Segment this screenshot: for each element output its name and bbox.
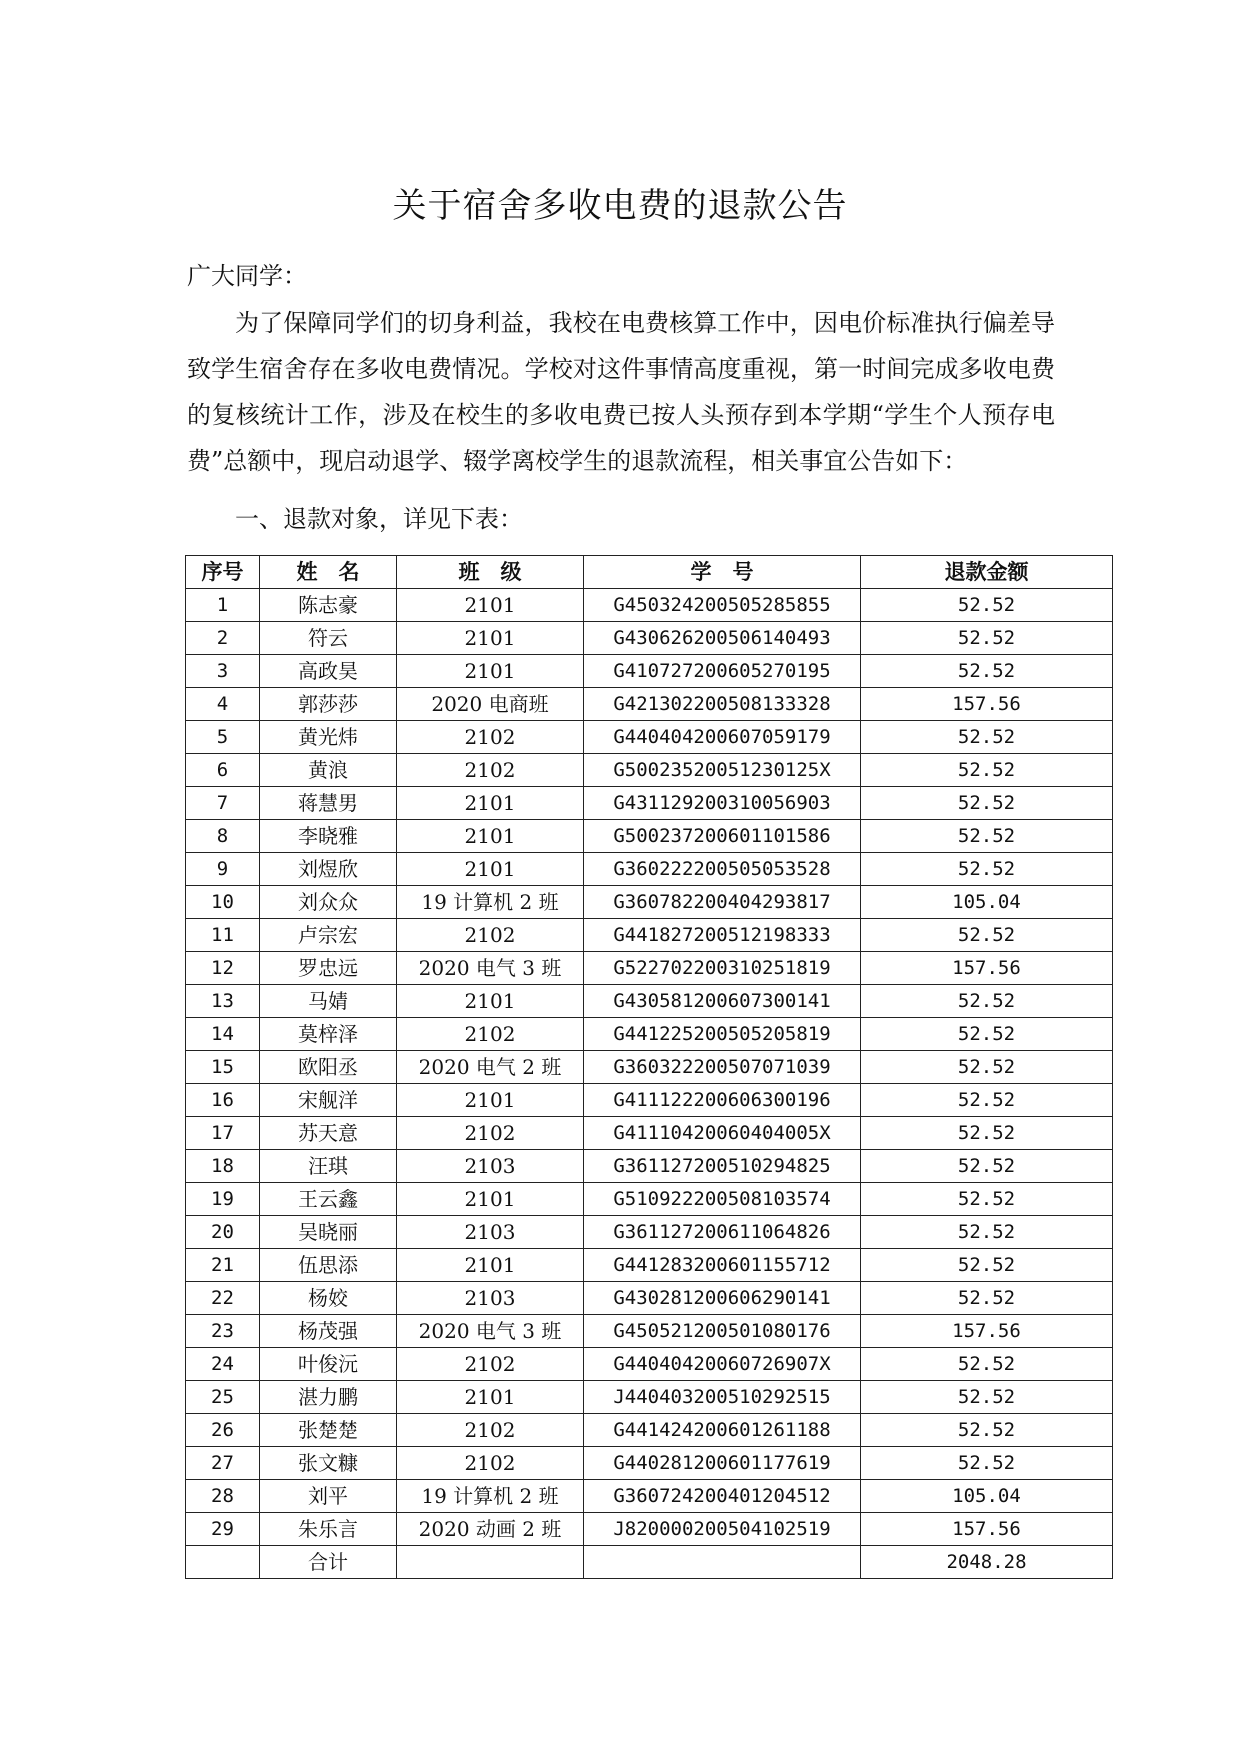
- student-id: G430626200506140493: [584, 622, 861, 655]
- student-id: J440403200510292515: [584, 1381, 861, 1414]
- body-paragraph: 为了保障同学们的切身利益，我校在电费核算工作中，因电价标准执行偏差导致学生宿舍存在多收电费情况。学校对这件事情高度重视，第一时间完成多收电费的复核统计工作，涉及在校生的多收电费已按人头预存到本学期“学生个人预存电费”总额中，现启动退学、辍学离校学生的退款流程，相关事宜公告如下：: [187, 309, 1055, 475]
- student-name: 朱乐言: [260, 1513, 397, 1546]
- table-row: [186, 1282, 1113, 1315]
- table-row: [186, 1513, 1113, 1546]
- student-id: G441827200512198333: [584, 919, 861, 952]
- row-index: 10: [186, 886, 260, 919]
- table-row: [186, 1447, 1113, 1480]
- student-name: 王云鑫: [260, 1183, 397, 1216]
- class-name: 2103: [397, 1150, 584, 1183]
- row-index: 23: [186, 1315, 260, 1348]
- student-name: 卢宗宏: [260, 919, 397, 952]
- document-title: 关于宿舍多收电费的退款公告: [392, 186, 848, 226]
- student-name: 陈志豪: [260, 589, 397, 622]
- row-index: 20: [186, 1216, 260, 1249]
- class-name: 2102: [397, 1447, 584, 1480]
- class-name: 2020 电气 3 班: [397, 952, 584, 985]
- table-row: [186, 622, 1113, 655]
- header-refund-amount: 退款金额: [861, 556, 1113, 589]
- class-name: 2102: [397, 754, 584, 787]
- student-id: G360782200404293817: [584, 886, 861, 919]
- table-row: [186, 886, 1113, 919]
- student-id: G431129200310056903: [584, 787, 861, 820]
- table-row: [186, 820, 1113, 853]
- section-heading: 一、退款对象，详见下表：: [235, 505, 523, 533]
- row-index: 7: [186, 787, 260, 820]
- student-id: G441283200601155712: [584, 1249, 861, 1282]
- student-id: G440281200601177619: [584, 1447, 861, 1480]
- student-id: G522702200310251819: [584, 952, 861, 985]
- refund-amount: 105.04: [861, 886, 1113, 919]
- student-id: G510922200508103574: [584, 1183, 861, 1216]
- student-name: 张楚楚: [260, 1414, 397, 1447]
- header-student-id: 学 号: [584, 556, 861, 589]
- refund-amount: 52.52: [861, 754, 1113, 787]
- table-row: [186, 787, 1113, 820]
- header-index: 序号: [186, 556, 260, 589]
- student-id: G360322200507071039: [584, 1051, 861, 1084]
- row-index: 1: [186, 589, 260, 622]
- table-row: [186, 1381, 1113, 1414]
- student-name: 汪琪: [260, 1150, 397, 1183]
- refund-amount: 52.52: [861, 1150, 1113, 1183]
- table-row: [186, 721, 1113, 754]
- table-row: [186, 1051, 1113, 1084]
- row-index: 24: [186, 1348, 260, 1381]
- refund-amount: 157.56: [861, 1315, 1113, 1348]
- class-name: 2102: [397, 1018, 584, 1051]
- student-name: 符云: [260, 622, 397, 655]
- student-name: 伍思添: [260, 1249, 397, 1282]
- total-class-cell: [397, 1546, 584, 1579]
- row-index: 27: [186, 1447, 260, 1480]
- student-id: G421302200508133328: [584, 688, 861, 721]
- refund-amount: 52.52: [861, 919, 1113, 952]
- table-row: [186, 1216, 1113, 1249]
- total-id-cell: [584, 1546, 861, 1579]
- table-row: [186, 853, 1113, 886]
- student-name: 马婧: [260, 985, 397, 1018]
- student-id: G500237200601101586: [584, 820, 861, 853]
- row-index: 13: [186, 985, 260, 1018]
- student-id: G430581200607300141: [584, 985, 861, 1018]
- student-name: 杨茂强: [260, 1315, 397, 1348]
- table-body: [186, 589, 1113, 1546]
- refund-amount: 157.56: [861, 688, 1113, 721]
- refund-amount: 52.52: [861, 1183, 1113, 1216]
- refund-amount: 52.52: [861, 787, 1113, 820]
- student-id: J820000200504102519: [584, 1513, 861, 1546]
- refund-amount: 52.52: [861, 820, 1113, 853]
- student-name: 黄浪: [260, 754, 397, 787]
- table-row: [186, 1183, 1113, 1216]
- class-name: 2103: [397, 1216, 584, 1249]
- refund-amount: 52.52: [861, 655, 1113, 688]
- header-class: 班 级: [397, 556, 584, 589]
- student-name: 莫梓泽: [260, 1018, 397, 1051]
- class-name: 2101: [397, 985, 584, 1018]
- student-id: G360724200401204512: [584, 1480, 861, 1513]
- class-name: 2101: [397, 787, 584, 820]
- student-id: G410727200605270195: [584, 655, 861, 688]
- student-id: G441424200601261188: [584, 1414, 861, 1447]
- refund-amount: 157.56: [861, 952, 1113, 985]
- total-label: 合计: [260, 1546, 397, 1579]
- class-name: 2101: [397, 1084, 584, 1117]
- row-index: 9: [186, 853, 260, 886]
- table-row: [186, 1315, 1113, 1348]
- row-index: 18: [186, 1150, 260, 1183]
- refund-amount: 52.52: [861, 853, 1113, 886]
- refund-amount: 52.52: [861, 1249, 1113, 1282]
- table-row: [186, 919, 1113, 952]
- class-name: 2020 电气 3 班: [397, 1315, 584, 1348]
- student-name: 欧阳丞: [260, 1051, 397, 1084]
- table-row: [186, 985, 1113, 1018]
- class-name: 2020 电气 2 班: [397, 1051, 584, 1084]
- student-name: 黄光炜: [260, 721, 397, 754]
- class-name: 2101: [397, 853, 584, 886]
- refund-amount: 52.52: [861, 1381, 1113, 1414]
- total-value: 2048.28: [861, 1546, 1113, 1579]
- refund-amount: 52.52: [861, 589, 1113, 622]
- student-name: 叶俊沅: [260, 1348, 397, 1381]
- student-name: 刘煜欣: [260, 853, 397, 886]
- row-index: 4: [186, 688, 260, 721]
- student-id: G50023520051230125X: [584, 754, 861, 787]
- table-row: [186, 688, 1113, 721]
- row-index: 29: [186, 1513, 260, 1546]
- refund-amount: 52.52: [861, 1117, 1113, 1150]
- total-row: [186, 1546, 1113, 1579]
- refund-amount: 52.52: [861, 985, 1113, 1018]
- student-name: 湛力鹏: [260, 1381, 397, 1414]
- student-name: 郭莎莎: [260, 688, 397, 721]
- student-id: G411122200606300196: [584, 1084, 861, 1117]
- class-name: 2020 电商班: [397, 688, 584, 721]
- table-row: [186, 1348, 1113, 1381]
- table-row: [186, 952, 1113, 985]
- row-index: 8: [186, 820, 260, 853]
- student-id: G41110420060404005X: [584, 1117, 861, 1150]
- student-id: G44040420060726907X: [584, 1348, 861, 1381]
- class-name: 19 计算机 2 班: [397, 886, 584, 919]
- row-index: 11: [186, 919, 260, 952]
- student-id: G441225200505205819: [584, 1018, 861, 1051]
- table-row: [186, 1150, 1113, 1183]
- refund-amount: 52.52: [861, 721, 1113, 754]
- refund-amount: 52.52: [861, 622, 1113, 655]
- class-name: 2102: [397, 1348, 584, 1381]
- row-index: 16: [186, 1084, 260, 1117]
- row-index: 14: [186, 1018, 260, 1051]
- row-index: 19: [186, 1183, 260, 1216]
- row-index: 3: [186, 655, 260, 688]
- refund-amount: 157.56: [861, 1513, 1113, 1546]
- student-name: 蒋慧男: [260, 787, 397, 820]
- student-name: 罗忠远: [260, 952, 397, 985]
- student-name: 李晓雅: [260, 820, 397, 853]
- row-index: 26: [186, 1414, 260, 1447]
- refund-amount: 52.52: [861, 1348, 1113, 1381]
- table-row: [186, 1480, 1113, 1513]
- row-index: 17: [186, 1117, 260, 1150]
- row-index: 28: [186, 1480, 260, 1513]
- class-name: 2102: [397, 1414, 584, 1447]
- student-id: G450324200505285855: [584, 589, 861, 622]
- student-id: G361127200510294825: [584, 1150, 861, 1183]
- refund-table: [185, 555, 1113, 1579]
- student-id: G361127200611064826: [584, 1216, 861, 1249]
- class-name: 2101: [397, 622, 584, 655]
- class-name: 2101: [397, 1249, 584, 1282]
- student-name: 吴晓丽: [260, 1216, 397, 1249]
- student-name: 高政昊: [260, 655, 397, 688]
- row-index: 21: [186, 1249, 260, 1282]
- table-row: [186, 1117, 1113, 1150]
- row-index: 5: [186, 721, 260, 754]
- class-name: 2101: [397, 1381, 584, 1414]
- class-name: 2101: [397, 820, 584, 853]
- student-name: 刘众众: [260, 886, 397, 919]
- refund-amount: 52.52: [861, 1216, 1113, 1249]
- row-index: 12: [186, 952, 260, 985]
- class-name: 2020 动画 2 班: [397, 1513, 584, 1546]
- student-id: G360222200505053528: [584, 853, 861, 886]
- table-row: [186, 589, 1113, 622]
- table-row: [186, 1018, 1113, 1051]
- student-name: 刘平: [260, 1480, 397, 1513]
- table-header-row: [186, 556, 1113, 589]
- student-id: G450521200501080176: [584, 1315, 861, 1348]
- refund-amount: 52.52: [861, 1018, 1113, 1051]
- class-name: 2101: [397, 1183, 584, 1216]
- class-name: 2102: [397, 721, 584, 754]
- row-index: 25: [186, 1381, 260, 1414]
- salutation: 广大同学：: [187, 262, 307, 290]
- student-id: G440404200607059179: [584, 721, 861, 754]
- class-name: 2101: [397, 655, 584, 688]
- class-name: 2102: [397, 1117, 584, 1150]
- table-row: [186, 1414, 1113, 1447]
- class-name: 19 计算机 2 班: [397, 1480, 584, 1513]
- row-index: 15: [186, 1051, 260, 1084]
- refund-amount: 52.52: [861, 1084, 1113, 1117]
- row-index: 6: [186, 754, 260, 787]
- refund-amount: 105.04: [861, 1480, 1113, 1513]
- row-index: 2: [186, 622, 260, 655]
- student-name: 张文糠: [260, 1447, 397, 1480]
- student-name: 苏天意: [260, 1117, 397, 1150]
- class-name: 2103: [397, 1282, 584, 1315]
- refund-amount: 52.52: [861, 1282, 1113, 1315]
- student-name: 杨姣: [260, 1282, 397, 1315]
- table-row: [186, 1249, 1113, 1282]
- header-name: 姓 名: [260, 556, 397, 589]
- class-name: 2102: [397, 919, 584, 952]
- table-row: [186, 754, 1113, 787]
- table-row: [186, 1084, 1113, 1117]
- student-id: G430281200606290141: [584, 1282, 861, 1315]
- refund-amount: 52.52: [861, 1051, 1113, 1084]
- refund-amount: 52.52: [861, 1447, 1113, 1480]
- row-index: 22: [186, 1282, 260, 1315]
- total-index-cell: [186, 1546, 260, 1579]
- table-row: [186, 655, 1113, 688]
- refund-amount: 52.52: [861, 1414, 1113, 1447]
- class-name: 2101: [397, 589, 584, 622]
- student-name: 宋舰洋: [260, 1084, 397, 1117]
